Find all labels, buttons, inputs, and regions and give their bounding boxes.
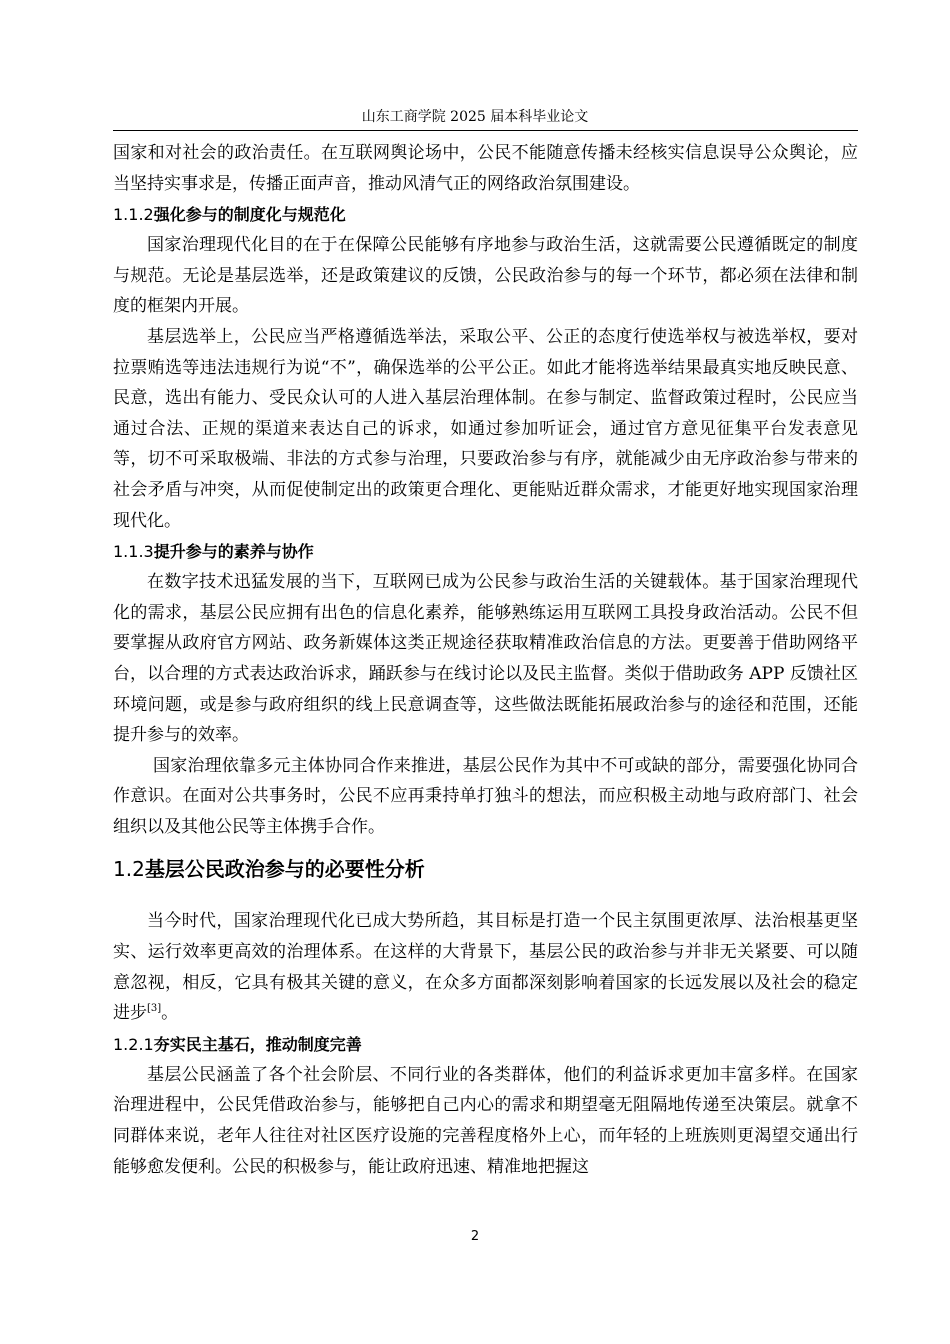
- paragraph-with-citation: [113, 906, 858, 1028]
- heading-number: 1.1.3: [113, 542, 154, 562]
- paragraph-end: 。: [161, 1003, 179, 1024]
- paragraph: 国家治理现代化目的在于在保障公民能够有序地参与政治生活，这就需要公民遵循既定的制度与规范。无论是基层选举，还是政策建议的反馈，公民政治参与的每一个环节，都必须在法律和制度的框架内开展。: [113, 235, 858, 317]
- paragraph-text: 当今时代，国家治理现代化已成大势所趋，其目标是打造一个民主氛围更浓厚、法治根基更坚实、运行效率更高效的治理体系。在这样的大背景下，基层公民的政治参与并非无关紧要、可以随意忽视，相反，它具有极其关键的意义，在众多方面都深刻影响着国家的长远发展以及社会的稳定进步: [113, 911, 858, 1024]
- citation-reference[interactable]: [3]: [147, 1003, 162, 1015]
- paragraph: 国家治理依靠多元主体协同合作来推进，基层公民作为其中不可或缺的部分，需要强化协同合作意识。在面对公共事务时，公民不应再秉持单打独斗的想法，而应积极主动地与政府部门、社会组织以及其他公民等主体携手合作。: [113, 755, 858, 837]
- paragraph: 基层选举上，公民应当严格遵循选举法，采取公平、公正的态度行使选举权与被选举权，要对拉票贿选等违法违规行为说“不”，确保选举的公平公正。如此才能将选举结果最真实地反映民意、民意，选出有能力、受民众认可的人进入基层治理体制。在参与制定、监督政策过程时，公民应当通过合法、正规的渠道来表达自己的诉求，如通过参加听证会，通过官方意见征集平台发表意见等，切不可采取极端、非法的方式参与治理，只要政治参与有序，就能减少由无序政治参与带来的社会矛盾与冲突，从而促使制定出的政策更合理化、更能贴近群众需求，才能更好地实现国家治理现代化。: [113, 326, 858, 531]
- page-number: 2: [470, 1229, 480, 1244]
- paragraph: 在数字技术迅猛发展的当下，互联网已成为公民参与政治生活的关键载体。基于国家治理现代化的需求，基层公民应拥有出色的信息化素养，能够熟练运用互联网工具投身政治活动。公民不但要掌握从政府官方网站、政务新媒体这类正规途径获取精准政治信息的方法。更要善于借助网络平台，以合理的方式表达政治诉求，踊跃参与在线讨论以及民主监督。类似于借助政务 APP 反馈社区环境问题，或是参与政府组织的线上民意调查等，这些做法既能拓展政治参与的途径和范围，还能提升参与的效率。: [113, 572, 858, 746]
- subsection-heading-1-1-2: [113, 199, 858, 230]
- running-header: 山东工商学院 2025 届本科毕业论文: [361, 109, 589, 125]
- heading-text: 提升参与的素养与协作: [153, 542, 314, 562]
- paragraph-continuation: 国家和对社会的政治责任。在互联网舆论场中，公民不能随意传播未经核实信息误导公众舆论，应当坚持实事求是，传播正面声音，推动风清气正的网络政治氛围建设。: [113, 143, 858, 194]
- heading-number: 1.1.2: [113, 205, 154, 225]
- heading-number: 1.2: [113, 857, 145, 882]
- heading-text: 夯实民主基石，推动制度完善: [153, 1034, 362, 1054]
- paragraph: 基层公民涵盖了各个社会阶层、不同行业的各类群体，他们的利益诉求更加丰富多样。在国家治理进程中，公民凭借政治参与，能够把自己内心的需求和期望毫无阻隔地传递至决策层。就拿不同群体来说，老年人往往对社区医疗设施的完善程度格外上心，而年轻的上班族则更渴望交通出行能够愈发便利。公民的积极参与，能让政府迅速、精准地把握这: [113, 1064, 858, 1177]
- heading-text: 强化参与的制度化与规范化: [153, 205, 346, 225]
- subsection-heading-1-1-3: [113, 536, 858, 567]
- heading-text: 基层公民政治参与的必要性分析: [144, 857, 425, 882]
- header-rule: [113, 130, 858, 131]
- subsection-heading-1-2-1: [113, 1029, 858, 1060]
- heading-number: 1.2.1: [113, 1034, 154, 1054]
- section-heading-1-2: [113, 842, 858, 906]
- page-body: [113, 138, 858, 1182]
